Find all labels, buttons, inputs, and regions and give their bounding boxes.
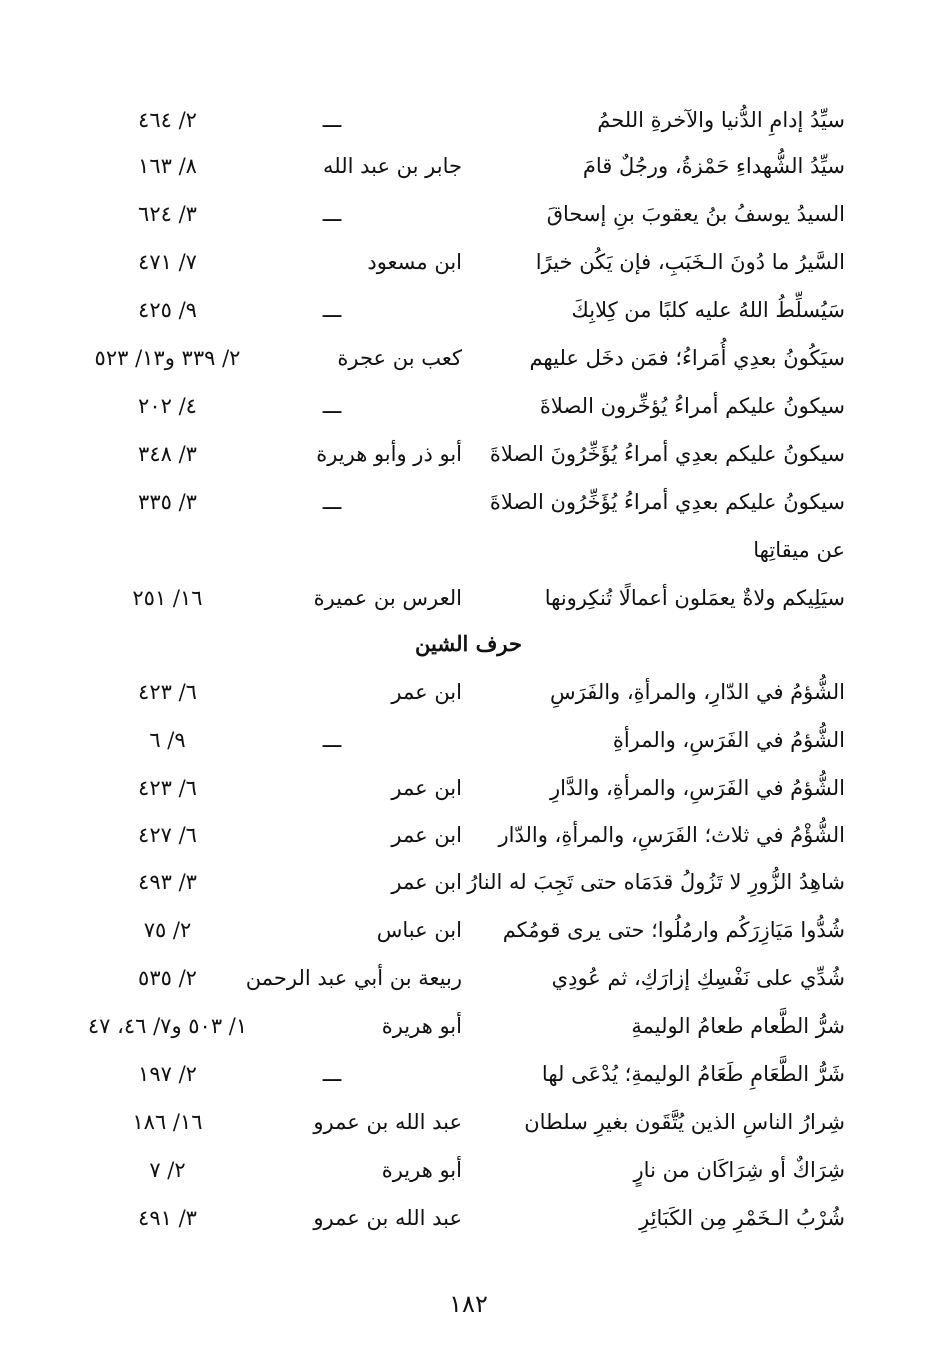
reference: ٩/ ٦	[149, 728, 186, 752]
narrator: ابن عمر	[391, 870, 462, 894]
hadith-text: السَّيرُ ما دُونَ الـخَبَبِ، فإن يَكُن خيرًا	[535, 250, 845, 274]
narrator: ابن عمر	[391, 776, 462, 800]
narrator: ـــ	[322, 490, 342, 514]
index-row	[0, 1100, 937, 1144]
hadith-text: الشُّؤمُ في الدّارِ، والمرأةِ، والفَرَسِ	[549, 680, 845, 704]
narrator: ـــ	[322, 202, 342, 226]
hadith-text: سيِّدُ إدامِ الدُّنيا والآخرةِ اللحمُ	[597, 108, 845, 132]
narrator: ـــ	[322, 1062, 342, 1086]
narrator: ابن عباس	[376, 918, 462, 942]
index-row	[0, 670, 937, 714]
hadith-text: شُدِّي على نَفْسِكِ إزارَكِ، ثم عُودِي	[551, 966, 845, 990]
reference: ٦/ ٤٢٣	[138, 776, 197, 800]
hadith-text: الشُّؤْمُ في ثلاث؛ الفَرَسِ، والمرأةِ، والدّار	[498, 823, 845, 847]
narrator: جابر بن عبد الله	[322, 154, 462, 178]
index-row	[0, 576, 937, 620]
hadith-text: سيِّدُ الشُّهداءِ حَمْزةُ، ورجُلٌ قامَ	[582, 154, 845, 178]
hadith-text: شِرَاكٌ أو شِرَاكَان من نارٍ	[633, 1158, 845, 1182]
index-row	[0, 480, 937, 524]
narrator: عبد الله بن عمرو	[313, 1206, 462, 1230]
narrator: أبو هريرة	[381, 1158, 462, 1182]
reference: ٨/ ١٦٣	[138, 154, 197, 178]
reference: ٤/ ٢٠٢	[138, 394, 197, 418]
narrator: ابن مسعود	[367, 250, 462, 274]
index-row	[0, 813, 937, 857]
narrator: ابن عمر	[391, 823, 462, 847]
reference: ٢/ ٥٣٥	[138, 966, 197, 990]
index-row	[0, 1052, 937, 1096]
reference: ١٦/ ١٨٦	[132, 1110, 203, 1134]
hadith-text: شَرُّ الطَّعَامِ طَعَامُ الوليمةِ؛ يُدْعَى لها	[541, 1062, 845, 1086]
reference: ٢/ ٧	[149, 1158, 186, 1182]
narrator: ابن عمر	[391, 680, 462, 704]
index-row	[0, 956, 937, 1000]
hadith-text: سَيُسلِّطُ اللهُ عليه كلبًا من كِلابِكَ	[571, 298, 845, 322]
index-row	[0, 1004, 937, 1048]
index-row	[0, 288, 937, 332]
narrator: ـــ	[322, 728, 342, 752]
reference: ٧/ ٤٧١	[138, 250, 197, 274]
reference: ١٦/ ٢٥١	[132, 586, 203, 610]
index-row	[0, 336, 937, 380]
narrator: أبو هريرة	[381, 1014, 462, 1038]
narrator: ـــ	[322, 298, 342, 322]
narrator: ـــ	[322, 108, 342, 132]
reference: ٢/ ٧٥	[143, 918, 192, 942]
hadith-text: الشُّؤمُ في الفَرَسِ، والمرأةِ	[612, 728, 845, 752]
reference: ٦/ ٤٢٣	[138, 680, 197, 704]
index-row	[0, 908, 937, 952]
hadith-text: شاهِدُ الزُّورِ لا تَزُولُ قدَمَاه حتى تَجِبَ له النارُ	[467, 870, 845, 894]
reference: ٣/ ٣٤٨	[138, 442, 197, 466]
narrator: كعب بن عجرة	[337, 346, 462, 370]
reference: ٦/ ٤٢٧	[138, 823, 197, 847]
index-row	[0, 718, 937, 762]
reference: ٢/ ٣٣٩ و١٣/ ٥٢٣	[94, 346, 241, 370]
index-row	[0, 98, 937, 142]
reference: ٣/ ٤٩١	[138, 1206, 197, 1230]
index-row	[0, 432, 937, 476]
hadith-text: سيَكُونُ بعدِي أُمَراءُ؛ فمَن دخَل عليهم	[529, 346, 845, 370]
index-row	[0, 192, 937, 236]
index-row	[0, 1196, 937, 1240]
hadith-text: سيكونُ عليكم بعدِي أمراءُ يُؤَخِّرُونَ الصلاةَ	[489, 442, 845, 466]
hadith-text: شُدُّوا مَيَازِرَكُم وارمُلُوا؛ حتى يرى قومُكم	[502, 918, 845, 942]
hadith-text: السيدُ يوسفُ بنُ يعقوبَ بنِ إسحاقَ	[546, 202, 845, 226]
reference: ٩/ ٤٢٥	[138, 298, 197, 322]
reference: ٢/ ١٩٧	[138, 1062, 197, 1086]
index-row	[0, 144, 937, 188]
index-row	[0, 240, 937, 284]
reference: ٣/ ٣٣٥	[138, 490, 197, 514]
index-row	[0, 860, 937, 904]
continuation-line: عن ميقاتِها	[753, 538, 845, 562]
reference: ٣/ ٤٩٣	[138, 870, 197, 894]
hadith-text: سيكونُ عليكم أمراءُ يُؤخِّرون الصلاةَ	[539, 394, 845, 418]
index-row	[0, 766, 937, 810]
hadith-text: شِرارُ الناسِ الذين يُتَّقَون بغيرِ سلطان	[524, 1110, 845, 1134]
hadith-text: الشُّؤمُ في الفَرَسِ، والمرأةِ، والدَّارِ	[549, 776, 845, 800]
hadith-text: شرُّ الطَّعام طعامُ الوليمةِ	[631, 1014, 845, 1038]
narrator: عبد الله بن عمرو	[313, 1110, 462, 1134]
reference: ٢/ ٤٦٤	[138, 108, 197, 132]
narrator: ـــ	[322, 394, 342, 418]
reference: ٣/ ٦٢٤	[138, 202, 197, 226]
narrator: ربيعة بن أبي عبد الرحمن	[245, 966, 462, 990]
page-number: ١٨٢	[449, 1290, 488, 1318]
hadith-text: شُرْبُ الـخَمْرِ مِن الكَبَائِرِ	[639, 1206, 845, 1230]
index-row	[0, 1148, 937, 1192]
narrator: العرس بن عميرة	[313, 586, 462, 610]
hadith-text: سيكونُ عليكم بعدِي أمراءُ يُؤَخِّرُون الصلاةَ	[489, 490, 845, 514]
reference: ١/ ٥٠٣ و٧/ ٤٦، ٤٧	[87, 1014, 248, 1038]
narrator: أبو ذر وأبو هريرة	[316, 442, 462, 466]
index-row	[0, 384, 937, 428]
hadith-text: سيَلِيكم ولاةٌ يعمَلون أعمالًا تُنكِرونها	[544, 586, 845, 610]
section-heading: حرف الشين	[415, 631, 522, 656]
